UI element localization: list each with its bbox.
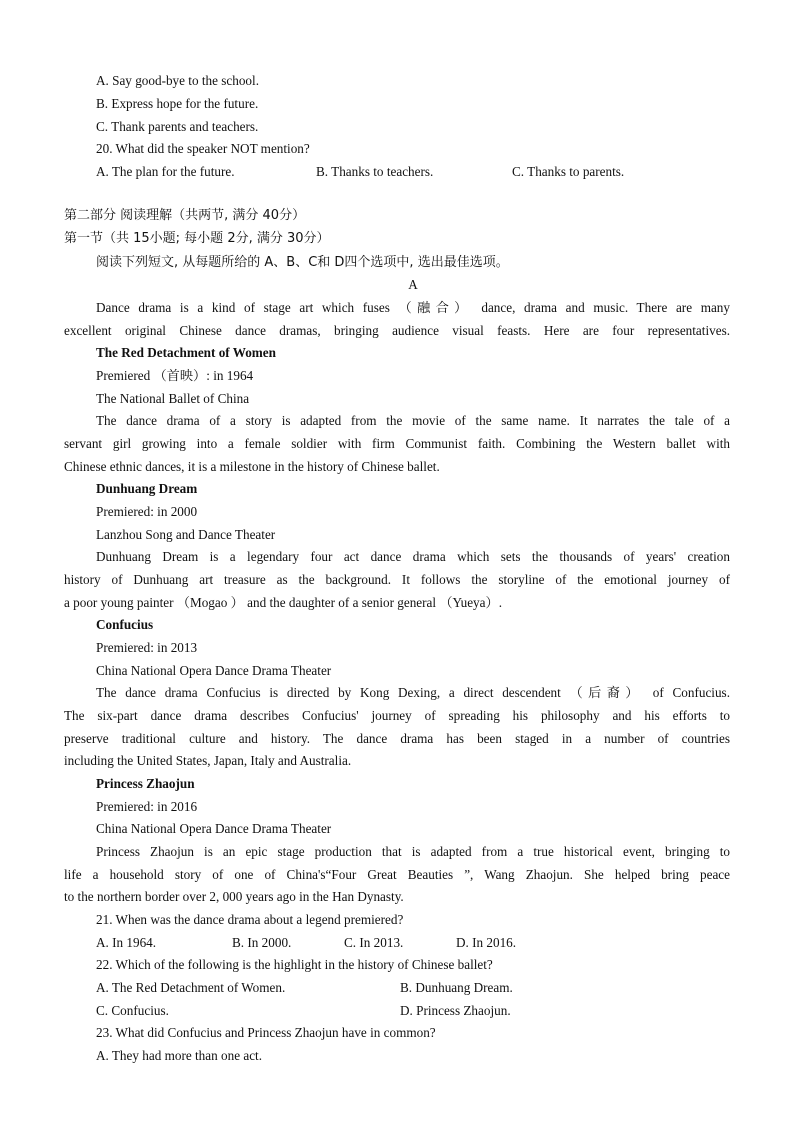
drama-premiered: Premiered （首映）: in 1964	[96, 368, 254, 383]
q21-option-c: C. In 2013.	[344, 935, 404, 950]
drama-desc-line: The dance drama of a story is adapted from the movie of the same name. It narrates the tale of a	[96, 413, 730, 428]
q20-option-a: A. The plan for the future.	[96, 164, 235, 179]
q23-question: 23. What did Confucius and Princess Zhaojun have in common?	[96, 1025, 436, 1040]
drama-premiered: Premiered: in 2000	[96, 504, 198, 519]
drama-desc-line: a poor young painter （Mogao ） and the daughter of a senior general （Yueya）.	[64, 595, 502, 610]
drama-title: Princess Zhaojun	[96, 776, 195, 791]
drama-desc-line: servant girl growing into a female soldier with firm Communist faith. Combining the Western ballet with	[64, 436, 730, 451]
drama-desc-line: life a household story of one of China's“Four Great Beauties ”, Wang Zhaojun. She helped bring peace	[64, 867, 730, 882]
q19-option-b: B. Express hope for the future.	[96, 96, 259, 111]
drama-desc-line: The six-part dance drama describes Confucius' journey of spreading his philosophy and his efforts to	[64, 708, 730, 723]
drama-desc-line: history of Dunhuang art treasure as the background. It follows the storyline of the emotional journey of	[64, 572, 730, 587]
drama-desc-line: to the northern border over 2, 000 years ago in the Han Dynasty.	[64, 889, 404, 904]
intro-line-2: excellent original Chinese dance dramas, bringing audience visual feasts. Here are four representatives.	[64, 323, 730, 338]
instructions: 阅读下列短文, 从每题所给的 A、B、C和 D四个选项中, 选出最佳选项。	[96, 255, 509, 270]
q21-option-d: D. In 2016.	[456, 935, 517, 950]
drama-company: China National Opera Dance Drama Theater	[96, 663, 332, 678]
q22-option-d: D. Princess Zhaojun.	[400, 1003, 511, 1018]
q23-option-a: A. They had more than one act.	[96, 1048, 263, 1063]
drama-title: Dunhuang Dream	[96, 481, 198, 496]
drama-company: China National Opera Dance Drama Theater	[96, 821, 332, 836]
intro-line-1: Dance drama is a kind of stage art which fuses （融合） dance, drama and music. There are many	[96, 300, 730, 315]
drama-desc-line: Princess Zhaojun is an epic stage production that is adapted from a true historical event, bringing to	[96, 844, 730, 859]
drama-desc-line: preserve traditional culture and history. The dance drama has been staged in a number of countries	[64, 731, 730, 746]
drama-premiered: Premiered: in 2013	[96, 640, 198, 655]
drama-desc-line: The dance drama Confucius is directed by Kong Dexing, a direct descendent （后裔） of Confucius.	[96, 685, 730, 700]
q22-option-c: C. Confucius.	[96, 1003, 169, 1018]
q20-option-c: C. Thanks to parents.	[512, 164, 625, 179]
drama-company: Lanzhou Song and Dance Theater	[96, 527, 276, 542]
section1-title: 第一节（共 15小题; 每小题 2分, 满分 30分）	[64, 231, 330, 246]
drama-premiered: Premiered: in 2016	[96, 799, 198, 814]
drama-title: The Red Detachment of Women	[96, 345, 276, 360]
q22-question: 22. Which of the following is the highlight in the history of Chinese ballet?	[96, 957, 493, 972]
passage-label: A	[408, 277, 418, 292]
drama-title: Confucius	[96, 617, 154, 632]
drama-company: The National Ballet of China	[96, 391, 250, 406]
q20-question: 20. What did the speaker NOT mention?	[96, 141, 310, 156]
q21-option-a: A. In 1964.	[96, 935, 157, 950]
q19-option-a: A. Say good-bye to the school.	[96, 73, 259, 88]
q20-option-b: B. Thanks to teachers.	[316, 164, 434, 179]
q22-option-b: B. Dunhuang Dream.	[400, 980, 513, 995]
drama-desc-line: Chinese ethnic dances, it is a milestone in the history of Chinese ballet.	[64, 459, 440, 474]
q22-option-a: A. The Red Detachment of Women.	[96, 980, 286, 995]
q21-option-b: B. In 2000.	[232, 935, 292, 950]
part2-title: 第二部分 阅读理解（共两节, 满分 40分）	[64, 208, 306, 223]
drama-desc-line: including the United States, Japan, Italy and Australia.	[64, 753, 352, 768]
drama-desc-line: Dunhuang Dream is a legendary four act dance drama which sets the thousands of years' creation	[96, 549, 730, 564]
q19-option-c: C. Thank parents and teachers.	[96, 119, 259, 134]
q21-question: 21. When was the dance drama about a legend premiered?	[96, 912, 404, 927]
